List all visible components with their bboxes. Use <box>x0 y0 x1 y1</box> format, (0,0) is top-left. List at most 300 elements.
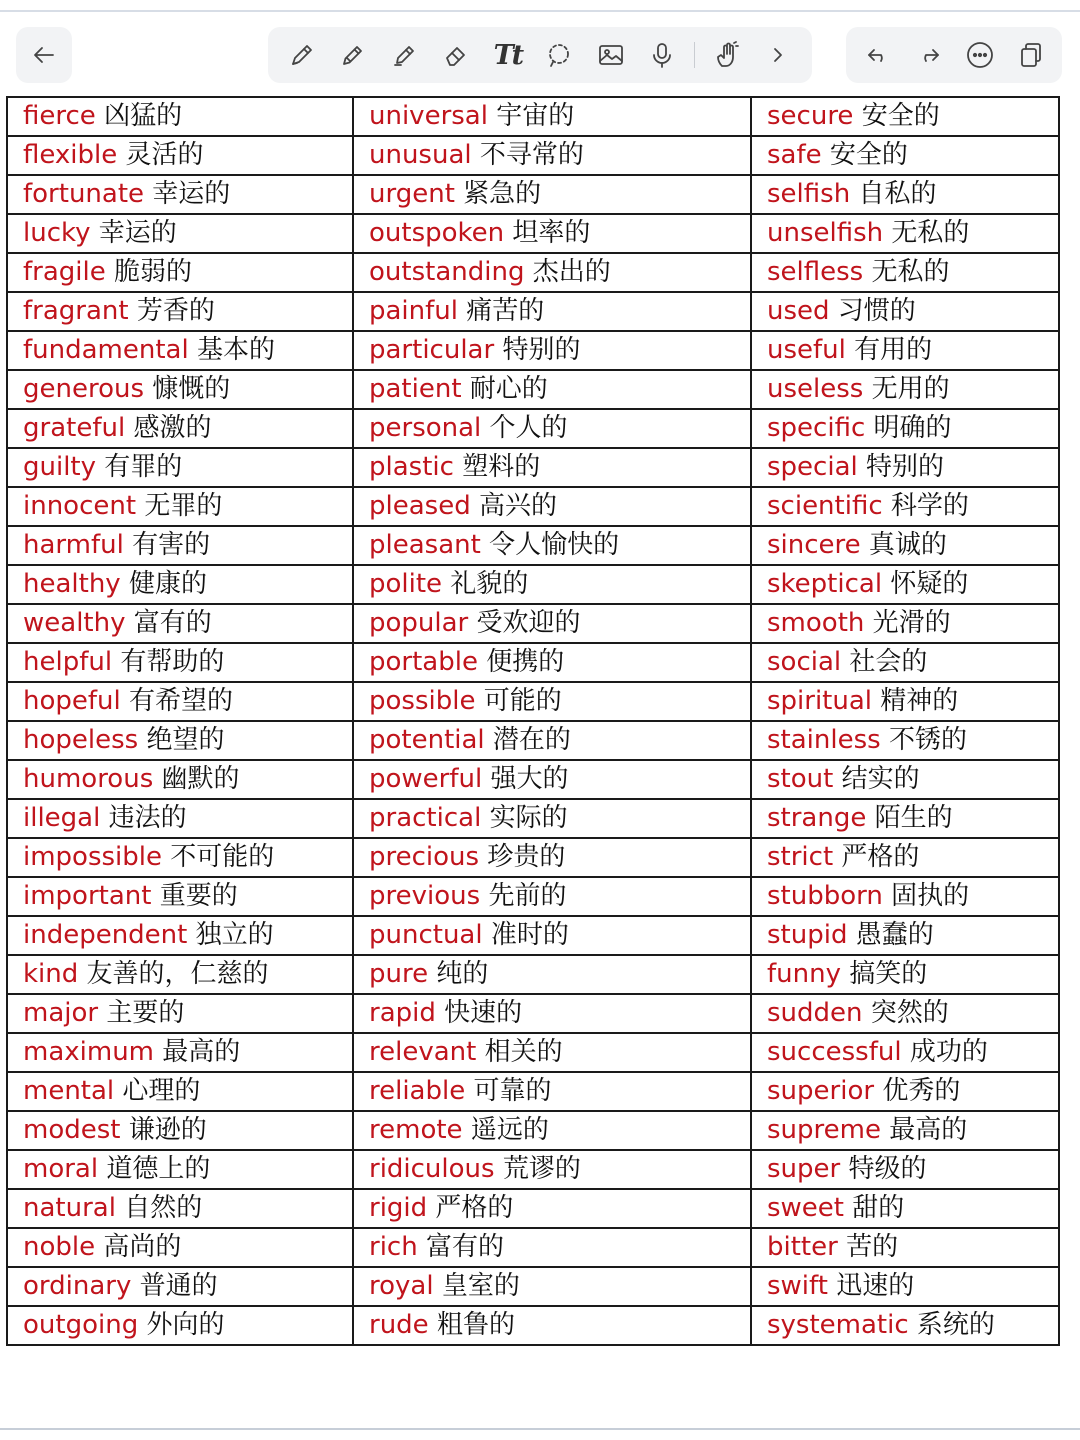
english-word: special <box>767 452 858 482</box>
chinese-meaning: 实际的 <box>489 803 568 833</box>
chinese-meaning: 便携的 <box>486 647 565 677</box>
chinese-meaning: 无用的 <box>871 374 950 404</box>
chinese-meaning: 紧急的 <box>463 179 542 209</box>
chinese-meaning: 凶猛的 <box>104 101 183 131</box>
english-word: fortunate <box>23 179 145 209</box>
chinese-meaning: 独立的 <box>195 920 274 950</box>
vocab-cell <box>353 409 751 448</box>
table-row <box>7 409 1059 448</box>
chinese-meaning: 令人愉快的 <box>489 530 620 560</box>
english-word: painful <box>369 296 458 326</box>
vocab-cell <box>353 1033 751 1072</box>
vocab-cell <box>353 1189 751 1228</box>
english-word: harmful <box>23 530 124 560</box>
table-row <box>7 136 1059 175</box>
chinese-meaning: 最高的 <box>162 1037 241 1067</box>
english-word: grateful <box>23 413 126 443</box>
vocab-cell <box>7 1072 353 1111</box>
english-word: previous <box>369 881 481 911</box>
table-row <box>7 760 1059 799</box>
microphone-tool-button[interactable] <box>642 35 682 75</box>
chinese-meaning: 无私的 <box>891 218 970 248</box>
english-word: remote <box>369 1115 463 1145</box>
vocab-cell <box>353 1111 751 1150</box>
chinese-meaning: 皇室的 <box>441 1271 520 1301</box>
chinese-meaning: 纯的 <box>436 959 489 989</box>
vocab-cell <box>751 370 1059 409</box>
english-word: strict <box>767 842 834 872</box>
vocab-cell <box>751 1072 1059 1111</box>
vocab-cell <box>751 487 1059 526</box>
english-word: ordinary <box>23 1271 132 1301</box>
english-word: stainless <box>767 725 881 755</box>
english-word: skeptical <box>767 569 883 599</box>
chinese-meaning: 潜在的 <box>492 725 571 755</box>
chinese-meaning: 明确的 <box>873 413 952 443</box>
vocab-cell <box>751 994 1059 1033</box>
english-word: stout <box>767 764 834 794</box>
chinese-meaning: 不锈的 <box>888 725 967 755</box>
vocab-cell <box>353 604 751 643</box>
english-word: innocent <box>23 491 137 521</box>
chinese-meaning: 违法的 <box>108 803 187 833</box>
undo-icon <box>863 40 893 70</box>
english-word: punctual <box>369 920 483 950</box>
english-word: patient <box>369 374 462 404</box>
english-word: practical <box>369 803 482 833</box>
vocab-cell <box>751 253 1059 292</box>
english-word: rapid <box>369 998 436 1028</box>
table-row <box>7 838 1059 877</box>
more-icon <box>965 40 995 70</box>
table-row <box>7 1072 1059 1111</box>
table-row <box>7 799 1059 838</box>
pencil-tool-button[interactable] <box>333 35 373 75</box>
chinese-meaning: 灵活的 <box>125 140 204 170</box>
chinese-meaning: 有用的 <box>854 335 933 365</box>
vocab-cell <box>353 331 751 370</box>
hand-gesture-button[interactable] <box>707 35 747 75</box>
pages-button[interactable] <box>1011 35 1051 75</box>
vocab-cell <box>7 916 353 955</box>
table-row <box>7 682 1059 721</box>
english-word: portable <box>369 647 478 677</box>
chinese-meaning: 健康的 <box>128 569 207 599</box>
chinese-meaning: 幸运的 <box>98 218 177 248</box>
chinese-meaning: 突然的 <box>870 998 949 1028</box>
vocab-table <box>6 96 1060 1346</box>
redo-button[interactable] <box>909 35 949 75</box>
english-word: wealthy <box>23 608 126 638</box>
vocab-cell <box>353 1267 751 1306</box>
english-word: unselfish <box>767 218 884 248</box>
english-word: noble <box>23 1232 96 1262</box>
chinese-meaning: 无罪的 <box>144 491 223 521</box>
vocab-cell <box>7 253 353 292</box>
english-word: fierce <box>23 101 96 131</box>
chinese-meaning: 有希望的 <box>129 686 234 716</box>
table-row <box>7 1228 1059 1267</box>
english-word: polite <box>369 569 443 599</box>
english-word: particular <box>369 335 495 365</box>
english-word: independent <box>23 920 188 950</box>
chinese-meaning: 脆弱的 <box>114 257 193 287</box>
chinese-meaning: 系统的 <box>916 1310 995 1340</box>
vocab-cell <box>353 1306 751 1345</box>
vocab-cell <box>7 175 353 214</box>
vocab-cell <box>353 214 751 253</box>
vocab-cell <box>7 1267 353 1306</box>
english-word: outgoing <box>23 1310 139 1340</box>
table-row <box>7 370 1059 409</box>
english-word: outstanding <box>369 257 525 287</box>
chinese-meaning: 安全的 <box>861 101 940 131</box>
english-word: hopeless <box>23 725 139 755</box>
english-word: impossible <box>23 842 163 872</box>
chinese-meaning: 优秀的 <box>882 1076 961 1106</box>
english-word: sudden <box>767 998 863 1028</box>
chinese-meaning: 习惯的 <box>837 296 916 326</box>
english-word: systematic <box>767 1310 909 1340</box>
image-tool-button[interactable] <box>591 35 631 75</box>
vocab-cell <box>751 409 1059 448</box>
chinese-meaning: 粗鲁的 <box>436 1310 515 1340</box>
english-word: supreme <box>767 1115 881 1145</box>
vocab-cell <box>751 136 1059 175</box>
vocab-cell <box>353 760 751 799</box>
table-row <box>7 97 1059 136</box>
vocab-cell <box>7 565 353 604</box>
bottom-divider <box>0 1428 1080 1430</box>
english-word: pure <box>369 959 429 989</box>
table-row <box>7 1111 1059 1150</box>
hand-gesture-icon <box>712 40 742 70</box>
vocab-cell <box>7 760 353 799</box>
vocab-cell <box>751 97 1059 136</box>
eraser-tool-button[interactable] <box>436 35 476 75</box>
vocab-cell <box>751 877 1059 916</box>
vocab-cell <box>7 331 353 370</box>
chinese-meaning: 迅速的 <box>836 1271 915 1301</box>
table-row <box>7 1033 1059 1072</box>
vocab-cell <box>751 916 1059 955</box>
vocab-cell <box>353 721 751 760</box>
back-button[interactable] <box>24 35 64 75</box>
english-word: spiritual <box>767 686 873 716</box>
english-word: natural <box>23 1193 116 1223</box>
english-word: reliable <box>369 1076 466 1106</box>
english-word: moral <box>23 1154 99 1184</box>
chinese-meaning: 有罪的 <box>104 452 183 482</box>
vocab-cell <box>353 877 751 916</box>
vocab-cell <box>751 1267 1059 1306</box>
table-row <box>7 1189 1059 1228</box>
vocab-cell <box>751 1033 1059 1072</box>
table-row <box>7 604 1059 643</box>
chinese-meaning: 可靠的 <box>473 1076 552 1106</box>
english-word: major <box>23 998 99 1028</box>
chinese-meaning: 塑料的 <box>462 452 541 482</box>
vocab-cell <box>7 409 353 448</box>
english-word: social <box>767 647 842 677</box>
chinese-meaning: 强大的 <box>490 764 569 794</box>
vocab-cell <box>751 214 1059 253</box>
chinese-meaning: 礼貌的 <box>450 569 529 599</box>
vocab-cell <box>353 643 751 682</box>
table-row <box>7 877 1059 916</box>
chinese-meaning: 个人的 <box>489 413 568 443</box>
vocab-cell <box>353 916 751 955</box>
english-word: super <box>767 1154 841 1184</box>
vocab-cell <box>7 136 353 175</box>
chinese-meaning: 陌生的 <box>874 803 953 833</box>
vocab-cell <box>751 760 1059 799</box>
english-word: strange <box>767 803 867 833</box>
english-word: humorous <box>23 764 154 794</box>
vocab-cell <box>751 1150 1059 1189</box>
chinese-meaning: 苦的 <box>846 1232 899 1262</box>
vocab-cell <box>751 682 1059 721</box>
english-word: illegal <box>23 803 101 833</box>
english-word: secure <box>767 101 854 131</box>
english-word: lucky <box>23 218 91 248</box>
vocab-cell <box>7 604 353 643</box>
chinese-meaning: 结实的 <box>841 764 920 794</box>
vocab-cell <box>353 448 751 487</box>
table-row <box>7 955 1059 994</box>
vocab-cell <box>7 1150 353 1189</box>
marker-tool-button[interactable] <box>385 35 425 75</box>
table-row <box>7 253 1059 292</box>
table-row <box>7 448 1059 487</box>
chinese-meaning: 杰出的 <box>532 257 611 287</box>
chinese-meaning: 道德上的 <box>106 1154 211 1184</box>
chinese-meaning: 怀疑的 <box>890 569 969 599</box>
chinese-meaning: 芳香的 <box>136 296 215 326</box>
table-row <box>7 292 1059 331</box>
english-word: kind <box>23 959 79 989</box>
chinese-meaning: 社会的 <box>849 647 928 677</box>
english-word: unusual <box>369 140 472 170</box>
chinese-meaning: 严格的 <box>841 842 920 872</box>
arrow-left-icon <box>29 40 59 70</box>
chinese-meaning: 精神的 <box>880 686 959 716</box>
english-word: generous <box>23 374 145 404</box>
chinese-meaning: 谦逊的 <box>128 1115 207 1145</box>
chinese-meaning: 高兴的 <box>478 491 557 521</box>
chinese-meaning: 相关的 <box>484 1037 563 1067</box>
eraser-icon <box>441 40 471 70</box>
vocab-cell <box>353 370 751 409</box>
chinese-meaning: 真诚的 <box>868 530 947 560</box>
chinese-meaning: 特别的 <box>866 452 945 482</box>
undo-button[interactable] <box>858 35 898 75</box>
vocab-cell <box>353 136 751 175</box>
vocab-cell <box>7 643 353 682</box>
vocab-cell <box>751 175 1059 214</box>
english-word: stupid <box>767 920 848 950</box>
chinese-meaning: 痛苦的 <box>466 296 545 326</box>
english-word: useful <box>767 335 846 365</box>
vocab-cell <box>751 955 1059 994</box>
vocab-cell <box>751 1306 1059 1345</box>
english-word: fragrant <box>23 296 129 326</box>
lasso-icon <box>544 40 574 70</box>
vocab-cell <box>751 1189 1059 1228</box>
vocab-cell <box>353 526 751 565</box>
english-word: superior <box>767 1076 875 1106</box>
chinese-meaning: 严格的 <box>435 1193 514 1223</box>
english-word: useless <box>767 374 864 404</box>
chinese-meaning: 先前的 <box>488 881 567 911</box>
english-word: rude <box>369 1310 429 1340</box>
chinese-meaning: 快速的 <box>444 998 523 1028</box>
chinese-meaning: 耐心的 <box>469 374 548 404</box>
vocab-cell <box>353 175 751 214</box>
english-word: important <box>23 881 152 911</box>
english-word: pleasant <box>369 530 481 560</box>
table-row <box>7 916 1059 955</box>
chinese-meaning: 幸运的 <box>152 179 231 209</box>
table-row <box>7 487 1059 526</box>
vocab-cell <box>7 682 353 721</box>
vocab-cell <box>751 448 1059 487</box>
chinese-meaning: 基本的 <box>196 335 275 365</box>
chinese-meaning: 受欢迎的 <box>476 608 581 638</box>
english-word: selfish <box>767 179 851 209</box>
top-divider <box>0 10 1080 12</box>
english-word: healthy <box>23 569 121 599</box>
english-word: popular <box>369 608 469 638</box>
english-word: urgent <box>369 179 455 209</box>
chinese-meaning: 自然的 <box>124 1193 203 1223</box>
chinese-meaning: 有帮助的 <box>120 647 225 677</box>
vocab-cell <box>7 214 353 253</box>
table-row <box>7 1150 1059 1189</box>
pen-tool-button[interactable] <box>282 35 322 75</box>
table-row <box>7 643 1059 682</box>
vocab-cell <box>751 721 1059 760</box>
vocab-cell <box>353 682 751 721</box>
english-word: plastic <box>369 452 454 482</box>
vocab-cell <box>353 253 751 292</box>
table-row <box>7 721 1059 760</box>
vocab-cell <box>751 526 1059 565</box>
english-word: smooth <box>767 608 865 638</box>
chinese-meaning: 科学的 <box>890 491 969 521</box>
english-word: rich <box>369 1232 418 1262</box>
drawing-tools-bar <box>268 27 812 83</box>
vocab-cell <box>751 1228 1059 1267</box>
chinese-meaning: 感激的 <box>133 413 212 443</box>
english-word: selfless <box>767 257 864 287</box>
chinese-meaning: 荒谬的 <box>502 1154 581 1184</box>
vocab-cell <box>7 1306 353 1345</box>
vocab-cell <box>7 487 353 526</box>
english-word: maximum <box>23 1037 155 1067</box>
vocab-cell <box>751 838 1059 877</box>
table-row <box>7 526 1059 565</box>
english-word: precious <box>369 842 480 872</box>
text-tool-button[interactable] <box>488 35 528 75</box>
english-word: stubborn <box>767 881 883 911</box>
pages-icon <box>1016 40 1046 70</box>
english-word: possible <box>369 686 476 716</box>
english-word: pleased <box>369 491 471 521</box>
english-word: hopeful <box>23 686 121 716</box>
english-word: guilty <box>23 452 97 482</box>
english-word: relevant <box>369 1037 477 1067</box>
table-row <box>7 1306 1059 1345</box>
lasso-tool-button[interactable] <box>539 35 579 75</box>
chinese-meaning: 珍贵的 <box>487 842 566 872</box>
chinese-meaning: 幽默的 <box>161 764 240 794</box>
vocab-cell <box>353 799 751 838</box>
vocab-cell <box>7 955 353 994</box>
english-word: sincere <box>767 530 861 560</box>
marker-icon <box>390 40 420 70</box>
microphone-icon <box>647 40 677 70</box>
english-word: specific <box>767 413 866 443</box>
chinese-meaning: 宇宙的 <box>496 101 575 131</box>
vocab-cell <box>7 994 353 1033</box>
english-word: personal <box>369 413 482 443</box>
english-word: successful <box>767 1037 902 1067</box>
chinese-meaning: 坦率的 <box>512 218 591 248</box>
english-word: scientific <box>767 491 883 521</box>
english-word: powerful <box>369 764 483 794</box>
image-icon <box>596 40 626 70</box>
vocab-cell <box>353 487 751 526</box>
vocab-cell <box>7 1228 353 1267</box>
table-row <box>7 175 1059 214</box>
chinese-meaning: 固执的 <box>891 881 970 911</box>
chinese-meaning: 富有的 <box>133 608 212 638</box>
english-word: fundamental <box>23 335 189 365</box>
chinese-meaning: 安全的 <box>829 140 908 170</box>
english-word: safe <box>767 140 822 170</box>
english-word: fragile <box>23 257 106 287</box>
vocab-cell <box>7 838 353 877</box>
chevron-right-icon <box>763 40 793 70</box>
vocab-cell <box>7 526 353 565</box>
more-options-button[interactable] <box>960 35 1000 75</box>
chinese-meaning: 搞笑的 <box>849 959 928 989</box>
chinese-meaning: 可能的 <box>483 686 562 716</box>
english-word: ridiculous <box>369 1154 495 1184</box>
table-row <box>7 331 1059 370</box>
chinese-meaning: 高尚的 <box>103 1232 182 1262</box>
chinese-meaning: 外向的 <box>146 1310 225 1340</box>
chinese-meaning: 友善的，仁慈的 <box>86 959 269 989</box>
chinese-meaning: 不寻常的 <box>479 140 584 170</box>
chinese-meaning: 重要的 <box>159 881 238 911</box>
chinese-meaning: 遥远的 <box>470 1115 549 1145</box>
english-word: outspoken <box>369 218 505 248</box>
vocab-cell <box>353 1228 751 1267</box>
vocab-cell <box>353 292 751 331</box>
more-tools-button[interactable] <box>758 35 798 75</box>
vocab-table-body <box>7 97 1059 1345</box>
chinese-meaning: 主要的 <box>106 998 185 1028</box>
chinese-meaning: 光滑的 <box>872 608 951 638</box>
chinese-meaning: 准时的 <box>490 920 569 950</box>
chinese-meaning: 无私的 <box>871 257 950 287</box>
vocab-cell <box>7 1033 353 1072</box>
vocab-cell <box>7 1189 353 1228</box>
pencil-icon <box>338 40 368 70</box>
english-word: royal <box>369 1271 434 1301</box>
